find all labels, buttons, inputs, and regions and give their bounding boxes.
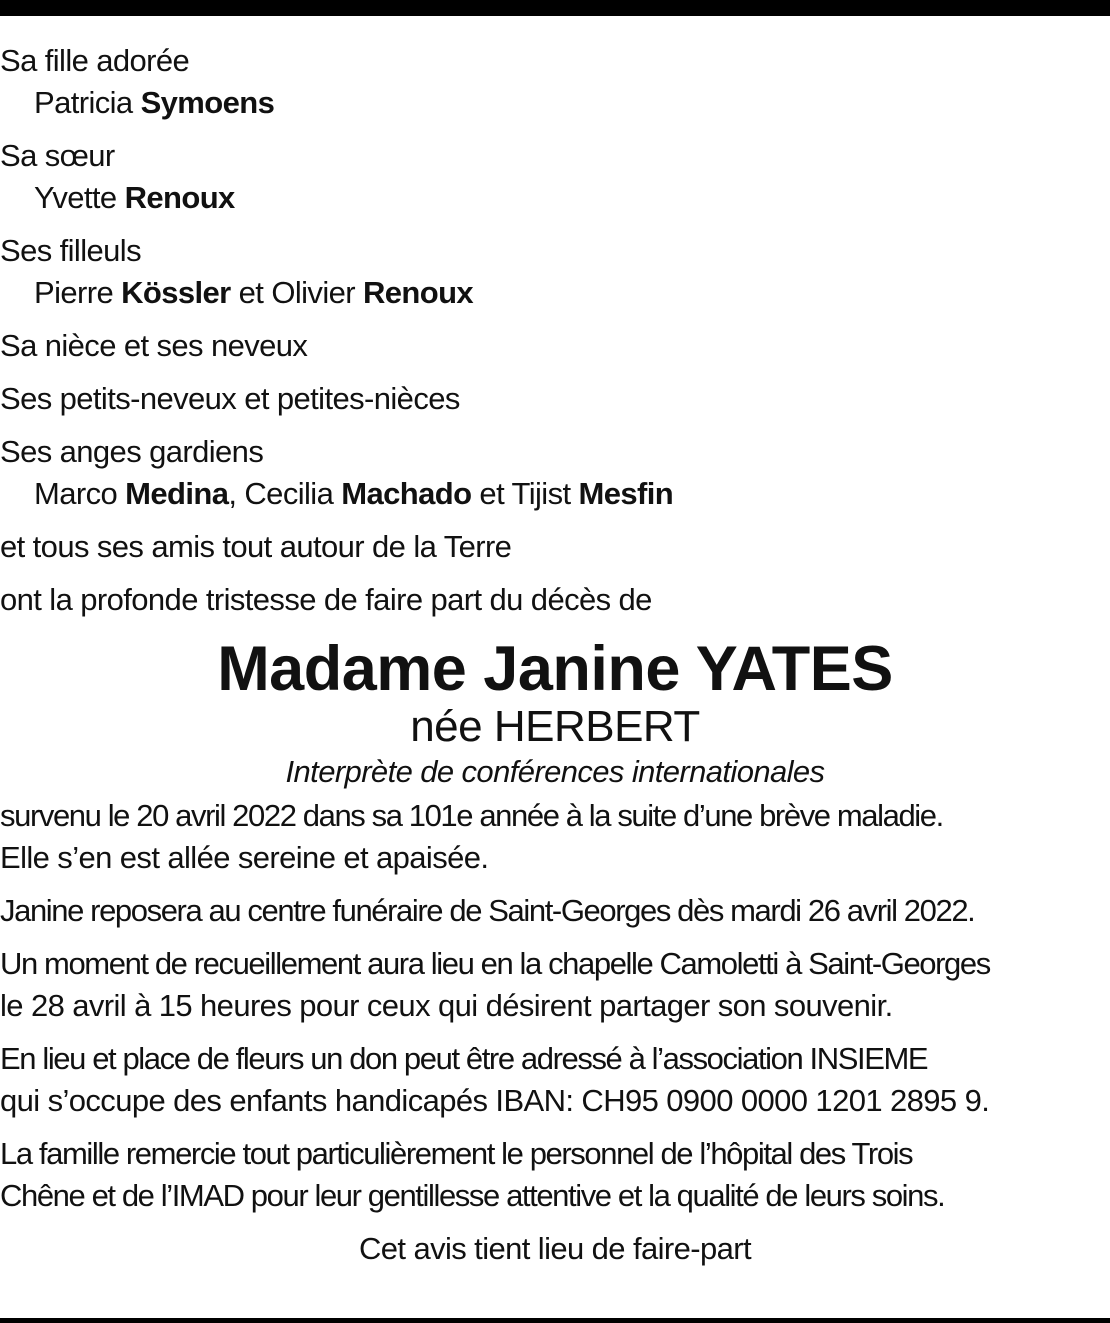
guardian-angels-section (0, 431, 1110, 515)
daughter-last-name: Symoens (140, 85, 275, 120)
godchild-first-name: Pierre (34, 275, 114, 310)
godchild-first-name: Olivier (271, 275, 355, 310)
guardian-angels-label: Ses anges gardiens (0, 434, 264, 469)
thanks-paragraph (0, 1133, 1110, 1217)
grand-nieces-nephews-section (0, 378, 1110, 420)
daughter-first-name: Patricia (34, 85, 133, 120)
deceased-block (0, 635, 1110, 793)
angel-last-name: Machado (341, 476, 472, 511)
deceased-name: Madame Janine YATES (217, 634, 893, 704)
thanks-line: La famille remercie tout particulièrement le personnel de l’hôpital des Trois (0, 1136, 913, 1171)
nieces-nephews-label: Sa nièce et ses neveux (0, 328, 308, 363)
donation-line: qui s’occupe des enfants handicapés IBAN: CH95 0900 0000 1201 2895 9. (0, 1083, 990, 1118)
friends-section (0, 526, 1110, 568)
closing-note: Cet avis tient lieu de faire-part (358, 1231, 751, 1266)
death-line: survenu le 20 avril 2022 dans sa 101e année à la suite d’une brève maladie. (0, 798, 943, 833)
sister-section (0, 135, 1110, 219)
bottom-rule (0, 1318, 1110, 1323)
angel-first-name: Cecilia (244, 476, 334, 511)
maiden-name: née HERBERT (410, 702, 700, 751)
daughter-label: Sa fille adorée (0, 43, 190, 78)
ceremony-paragraph (0, 943, 1110, 1027)
daughter-name (0, 82, 1110, 124)
sister-name (0, 177, 1110, 219)
godchildren-label: Ses filleuls (0, 233, 141, 268)
profession: Interprète de conférences internationales (285, 754, 825, 789)
top-rule (0, 0, 1110, 16)
ceremony-line: le 28 avril à 15 heures pour ceux qui désirent partager son souvenir. (0, 988, 893, 1023)
sister-label: Sa sœur (0, 138, 115, 173)
rest-line: Janine reposera au centre funéraire de Saint-Georges dès mardi 26 avril 2022. (0, 893, 975, 928)
donation-line: En lieu et place de fleurs un don peut être adressé à l’association INSIEME (0, 1041, 928, 1076)
friends-line: et tous ses amis tout autour de la Terre (0, 529, 512, 564)
conjunction: et (479, 476, 505, 511)
godchild-last-name: Renoux (362, 275, 474, 310)
godchildren-names (0, 272, 1110, 314)
conjunction: et (238, 275, 264, 310)
separator: , (228, 476, 237, 511)
sister-last-name: Renoux (124, 180, 235, 215)
donation-paragraph (0, 1038, 1110, 1122)
daughter-section (0, 40, 1110, 124)
guardian-angels-names (0, 473, 1110, 515)
announcement-section (0, 579, 1110, 621)
announcement-line: ont la profonde tristesse de faire part du décès de (0, 582, 652, 617)
death-paragraph (0, 795, 1110, 879)
godchildren-section (0, 230, 1110, 314)
rest-paragraph (0, 890, 1110, 932)
angel-first-name: Tijist (511, 476, 571, 511)
grand-nieces-nephews-label: Ses petits-neveux et petites-nièces (0, 381, 460, 416)
nieces-nephews-section (0, 325, 1110, 367)
details-section (0, 795, 1110, 1217)
angel-first-name: Marco (34, 476, 118, 511)
thanks-line: Chêne et de l’IMAD pour leur gentillesse attentive et la qualité de leurs soins. (0, 1178, 945, 1213)
sister-first-name: Yvette (34, 180, 117, 215)
godchild-last-name: Kössler (121, 275, 231, 310)
obituary-notice (0, 40, 1110, 1270)
death-line: Elle s’en est allée sereine et apaisée. (0, 840, 489, 875)
angel-last-name: Medina (125, 476, 229, 511)
angel-last-name: Mesfin (578, 476, 674, 511)
ceremony-line: Un moment de recueillement aura lieu en la chapelle Camoletti à Saint-Georges (0, 946, 990, 981)
